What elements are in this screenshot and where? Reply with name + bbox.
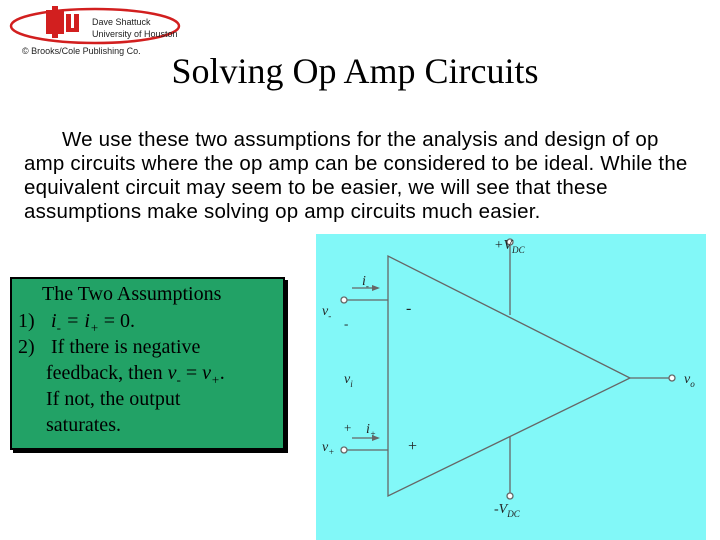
assumption-number-2: 2) <box>18 336 35 358</box>
assumption-text-2c: If not, the output <box>46 388 181 410</box>
assumption-text-1: $i_- = i_+$ <box>51 310 99 335</box>
v-minus-label: $v_-$ <box>322 304 332 321</box>
op-amp-triangle <box>388 256 630 496</box>
assumptions-box <box>10 277 285 450</box>
vdc-pos-label: $+V_{DC}$ <box>494 238 525 255</box>
v-plus-polarity: + <box>344 420 352 435</box>
assumption-text-2b: feedback, then $v_- = v_+$. <box>46 362 225 387</box>
slide-title: Solving Op Amp Circuits <box>171 51 539 91</box>
noninverting-sign: + <box>408 438 418 455</box>
vdc-neg-label: $-V_{DC}$ <box>494 502 520 519</box>
assumption-text-2d: saturates. <box>46 414 121 436</box>
assumptions-heading: The Two Assumptions <box>42 283 222 305</box>
assumption-number-1: 1) <box>18 310 35 332</box>
publisher-logo <box>8 4 183 54</box>
noninverting-terminal <box>341 447 347 453</box>
vdc-neg-terminal <box>507 493 513 499</box>
op-amp-schematic <box>316 234 706 540</box>
assumption-text-2a: If there is negative <box>51 336 201 358</box>
intro-paragraph: We use these two assumptions for the analysis and design of op amp circuits where the op amp can be considered to be ideal. While the equivalent circuit may seem to be easier, we will see that these assumptions make solving op amp circuits much easier. <box>24 128 688 223</box>
op-amp-circuit-diagram <box>316 234 706 540</box>
assumption-item-2 <box>18 335 200 361</box>
i-plus-label: $i_+$ <box>366 422 377 439</box>
output-terminal <box>669 375 675 381</box>
logo-publisher: © Brooks/Cole Publishing Co. <box>22 46 141 56</box>
logo-name: Dave Shattuck <box>92 17 151 27</box>
assumption-item-1: 1) $i_- = i_+ = 0$. <box>18 310 136 335</box>
inverting-terminal <box>341 297 347 303</box>
i-minus-label: $i_-$ <box>362 274 369 291</box>
v-i-label: $v_i$ <box>344 372 353 389</box>
inverting-sign: - <box>406 300 412 317</box>
v-minus-polarity: - <box>344 316 349 331</box>
v-plus-label: $v_+$ <box>322 440 335 457</box>
v-o-label: $v_o$ <box>684 372 695 389</box>
i-minus-arrowhead <box>372 285 380 291</box>
logo-university: University of Houston <box>92 29 178 39</box>
